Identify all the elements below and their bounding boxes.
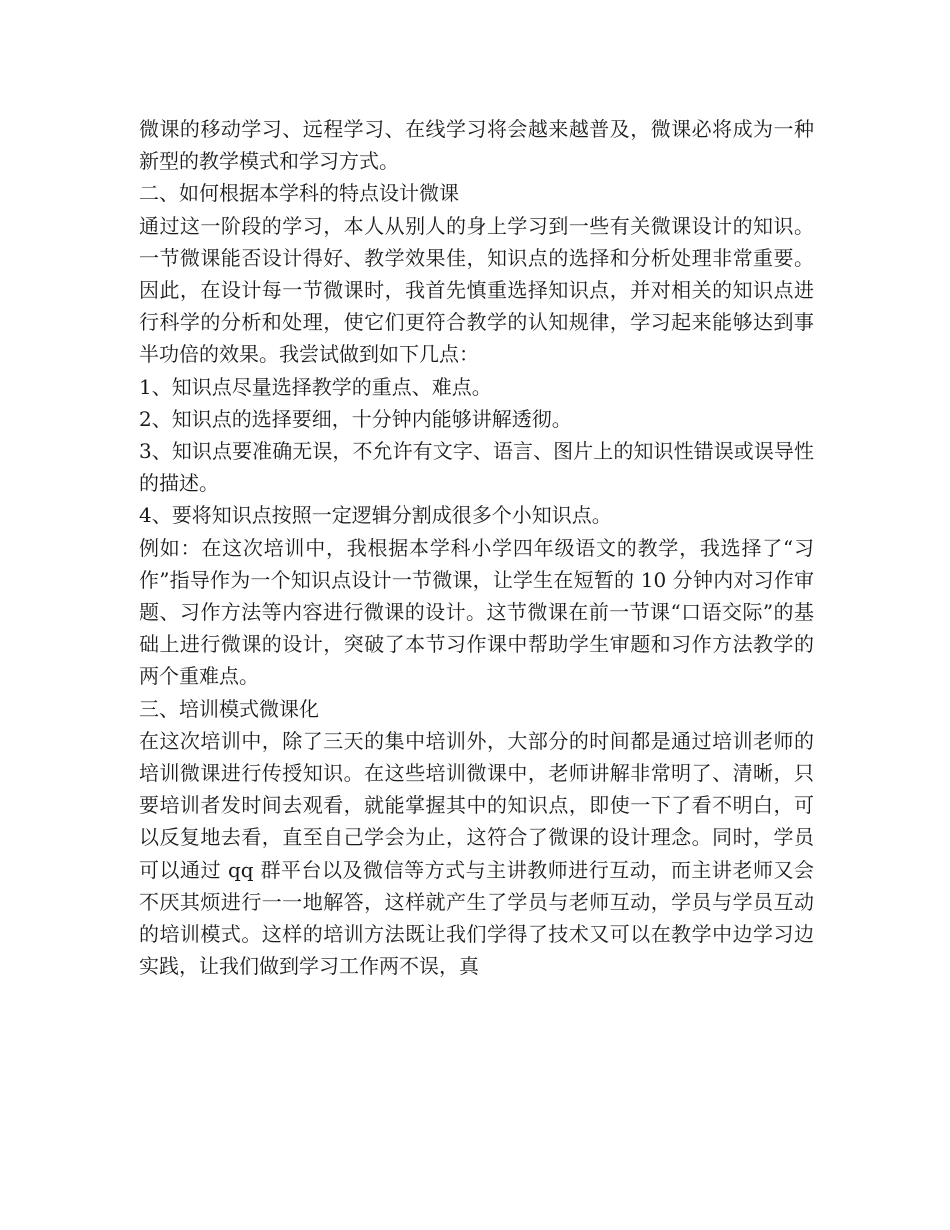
list-item-1: 1、知识点尽量选择教学的重点、难点。: [139, 374, 492, 399]
list-item-4: 4、要将知识点按照一定逻辑分割成很多个小知识点。: [139, 503, 612, 528]
list-item-2: 2、知识点的选择要细，十分钟内能够讲解透彻。: [139, 406, 572, 431]
heading-section-two: 二、如何根据本学科的特点设计微课: [139, 181, 459, 206]
paragraph-example: 例如：在这次培训中，我根据本学科小学四年级语文的教学，我选择了“习作”指导作为一个知识点设计一节微课，让学生在短暂的 10 分钟内对习作审题、习作方法等内容进行微课的设计。这节微课在前一节课“口语交际”的基础上进行微课的设计，突破了本节习作课中帮助学生审题和习作方法教学的两个重难点。: [139, 535, 814, 689]
list-item-3: 3、知识点要准确无误，不允许有文字、语言、图片上的知识性错误或误导性的描述。: [139, 439, 814, 496]
paragraph-training-mode: 在这次培训中，除了三天的集中培训外，大部分的时间都是通过培训老师的培训微课进行传授知识。在这些培训微课中，老师讲解非常明了、清晰，只要培训者发时间去观看，就能掌握其中的知识点，即使一下了看不明白，可以反复地去看，直至自己学会为止，这符合了微课的设计理念。同时，学员可以通过 qq 群平台以及微信等方式与主讲教师进行互动，而主讲老师又会不厌其烦进行一一地解答，这样就产生了学员与老师互动，学员与学员互动的培训模式。这样的培训方法既让我们学得了技术又可以在教学中边学习边实践，让我们做到学习工作两不误，真: [139, 728, 814, 979]
paragraph-mobile-learning: 微课的移动学习、远程学习、在线学习将会越来越普及，微课必将成为一种新型的教学模式和学习方式。: [139, 117, 814, 174]
document-body: [139, 113, 814, 982]
paragraph-design-knowledge: 通过这一阶段的学习，本人从别人的身上学习到一些有关微课设计的知识。一节微课能否设计得好、教学效果佳，知识点的选择和分析处理非常重要。因此，在设计每一节微课时，我首先慎重选择知识点，并对相关的知识点进行科学的分析和处理，使它们更符合教学的认知规律，学习起来能够达到事半功倍的效果。我尝试做到如下几点：: [139, 213, 814, 367]
heading-section-three: 三、培训模式微课化: [139, 696, 319, 721]
